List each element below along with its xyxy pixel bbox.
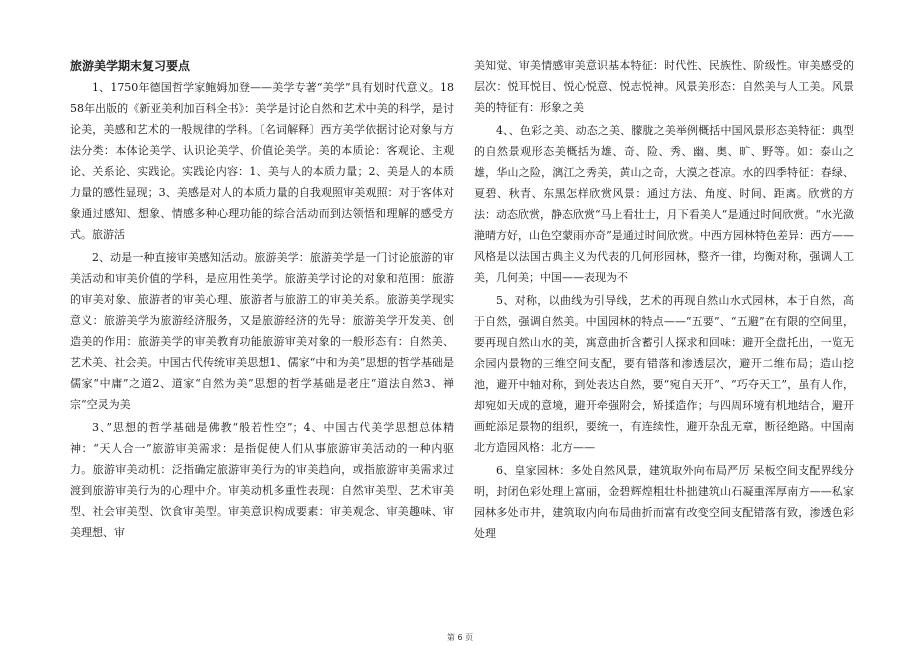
paragraph-1: 1、1750年德国哲学家鲍姆加登——美学专著“美学”具有划时代意义。1858年出版的《新亚美利加百科全书》：美学是讨论自然和艺术中美的科学，是讨论美，美感和艺术的一般规律的学科。〔名词解释〕西方美学依据讨论对象与方法分类：本体论美学、认识论美学、价值论美学。美的本质论：客观论、主观论、关系论、实践论。实践论内容：1、美与人的本质力量；2、美是人的本质力量的感性显现；3、美感是对人的本质力量的自我观照审美观照：对于客体对象通过感知、想象、情感多种心理功能的综合活动而到达领悟和理解的感受方式。旅游活: [70, 81, 454, 241]
left-column: [70, 55, 454, 545]
paragraph-5: 5、对称，以曲线为引导线，艺术的再现自然山水式园林，本于自然，高于自然，强调自然美。中国园林的特点——“五要”、“五避”在有限的空间里，要再现自然山水的美，寓意曲折含蓄引人探求和回味：避开全盘托出，一览无余园内景物的三维空间支配，要有错落和渗透层次，避开二维布局；造山挖池，避开中轴对称，到处表达自然，要“宛自天开”、“巧夺天工”，虽有人作，却宛如天成的意境，避开牵强附会，矫揉造作；与四周环境有机地结合，避开画蛇添足景物的组织，要统一，有连续性，避开杂乱无章，断径绝路。中国南北方造园风格：北方——: [474, 294, 854, 454]
paragraph-4: 4、、色彩之美、动态之美、朦胧之美举例概括中国风景形态美特征：典型的自然景观形态美概括为雄、奇、险、秀、幽、奥、旷、野等。如：泰山之雄，华山之险，漓江之秀美，黄山之奇，大漠之苍凉。水的四季特征：春绿、夏碧、秋青、东黑怎样欣赏风景：通过方法、角度、时间、距离。欣赏的方法：动态欣赏，静态欣赏“马上看壮士，月下看美人”是通过时间欣赏。“水光潋滟晴方好，山色空蒙雨亦奇”是通过时间欣赏。中西方园林特色差异：西方——风格是以法国古典主义为代表的几何形园林，整齐一律，均衡对称，强调人工美，几何美；中国——表现为不: [474, 124, 854, 284]
right-column: [474, 55, 854, 546]
paragraph-3: 3、”思想的哲学基础是佛教“般若性空”；4、中国古代美学思想总体精神：“天人合一”旅游审美需求：是指促使人们从事旅游审美活动的一种内驱力。旅游审美动机：泛指确定旅游审美行为的审美趋向，或指旅游审美需求过渡到旅游审美行为的心理中介。审美动机多重性表现：自然审美型、艺术审美型、社会审美型、饮食审美型。审美意识构成要素：审美观念、审美趣味、审美理想、审: [70, 421, 454, 539]
paragraph-6: 6、皇家园林：多处自然风景，建筑取外向布局严厉 呆板空间支配界线分明，封闭色彩处理上富丽，金碧辉煌粗壮朴拙建筑山石凝重浑厚南方——私家园林多处市井，建筑取内向布局曲折而富有改变空间支配错落有致，渗透色彩处理: [474, 464, 854, 540]
page-number: 第 6 页: [446, 633, 474, 642]
paragraph-continued: 美知觉、审美情感审美意识基本特征：时代性、民族性、阶级性。审美感受的层次：悦耳悦目、悦心悦意、悦志悦神。风景美形态：自然美与人工美。风景美的特征有：形象之美: [474, 59, 854, 114]
paragraph-2: 2、动是一种直接审美感知活动。旅游美学：旅游美学是一门讨论旅游的审美活动和审美价值的学科，是应用性美学。旅游美学讨论的对象和范围：旅游的审美对象、旅游者的审美心理、旅游者与旅游工的审美关系。旅游美学现实意义：旅游美学为旅游经济服务，又是旅游经济的先导：旅游美学开发美、创造美的作用：旅游美学的审美教育功能旅游审美对象的一般形态有：自然美、艺术美、社会美。中国古代传统审美思想1、儒家“中和为美”思想的哲学基础是儒家“中庸”之道2、道家“自然为美”思想的哲学基础是老庄“道法自然3、禅宗“空灵为美: [70, 251, 454, 411]
document-title: 旅游美学期末复习要点: [70, 59, 191, 73]
